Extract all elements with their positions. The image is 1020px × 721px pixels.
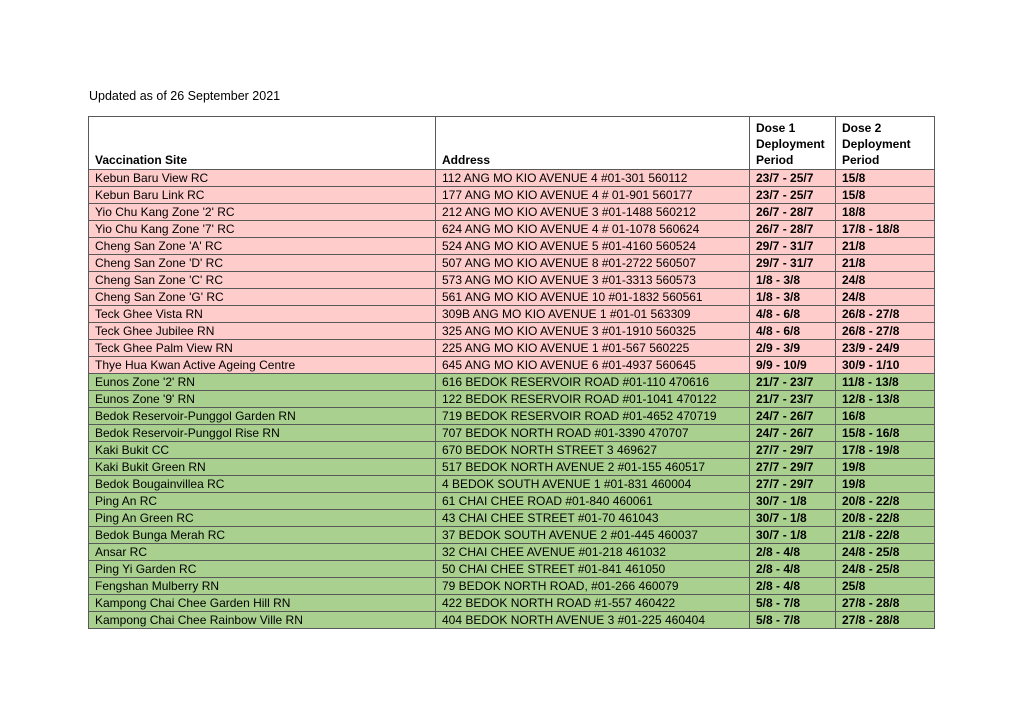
- site-cell: Thye Hua Kwan Active Ageing Centre: [89, 357, 436, 374]
- dose2-period-cell: 23/9 - 24/9: [836, 340, 935, 357]
- dose1-period-cell: 29/7 - 31/7: [750, 238, 836, 255]
- table-row: [89, 391, 935, 408]
- site-cell: Cheng San Zone 'A' RC: [89, 238, 436, 255]
- site-cell: Teck Ghee Palm View RN: [89, 340, 436, 357]
- dose2-period-cell: 16/8: [836, 408, 935, 425]
- dose1-period-cell: 26/7 - 28/7: [750, 221, 836, 238]
- site-cell: Bedok Reservoir-Punggol Rise RN: [89, 425, 436, 442]
- site-cell: Cheng San Zone 'C' RC: [89, 272, 436, 289]
- dose1-period-cell: 23/7 - 25/7: [750, 170, 836, 187]
- table-row: [89, 255, 935, 272]
- dose2-period-cell: 26/8 - 27/8: [836, 306, 935, 323]
- header-dose2-line1: Dose 2: [842, 121, 882, 135]
- header-dose1-period: [750, 117, 836, 170]
- site-cell: Ping Yi Garden RC: [89, 561, 436, 578]
- dose1-period-cell: 2/8 - 4/8: [750, 578, 836, 595]
- header-address: Address: [436, 117, 750, 170]
- dose1-period-cell: 24/7 - 26/7: [750, 408, 836, 425]
- site-cell: Eunos Zone '2' RN: [89, 374, 436, 391]
- site-cell: Ansar RC: [89, 544, 436, 561]
- site-cell: Bedok Bunga Merah RC: [89, 527, 436, 544]
- dose2-period-cell: 30/9 - 1/10: [836, 357, 935, 374]
- address-cell: 573 ANG MO KIO AVENUE 3 #01-3313 560573: [436, 272, 750, 289]
- table-row: [89, 527, 935, 544]
- address-cell: 507 ANG MO KIO AVENUE 8 #01-2722 560507: [436, 255, 750, 272]
- address-cell: 112 ANG MO KIO AVENUE 4 #01-301 560112: [436, 170, 750, 187]
- address-cell: 707 BEDOK NORTH ROAD #01-3390 470707: [436, 425, 750, 442]
- table-row: [89, 340, 935, 357]
- header-dose2-line2: Deployment: [842, 137, 911, 151]
- site-cell: Kebun Baru View RC: [89, 170, 436, 187]
- dose2-period-cell: 15/8: [836, 187, 935, 204]
- dose1-period-cell: 30/7 - 1/8: [750, 510, 836, 527]
- header-dose2-period: [836, 117, 935, 170]
- site-cell: Cheng San Zone 'D' RC: [89, 255, 436, 272]
- address-cell: 309B ANG MO KIO AVENUE 1 #01-01 563309: [436, 306, 750, 323]
- dose1-period-cell: 9/9 - 10/9: [750, 357, 836, 374]
- address-cell: 122 BEDOK RESERVOIR ROAD #01-1041 470122: [436, 391, 750, 408]
- address-cell: 212 ANG MO KIO AVENUE 3 #01-1488 560212: [436, 204, 750, 221]
- dose2-period-cell: 12/8 - 13/8: [836, 391, 935, 408]
- address-cell: 670 BEDOK NORTH STREET 3 469627: [436, 442, 750, 459]
- site-cell: Cheng San Zone 'G' RC: [89, 289, 436, 306]
- dose1-period-cell: 21/7 - 23/7: [750, 374, 836, 391]
- dose2-period-cell: 26/8 - 27/8: [836, 323, 935, 340]
- dose1-period-cell: 2/9 - 3/9: [750, 340, 836, 357]
- site-cell: Kaki Bukit Green RN: [89, 459, 436, 476]
- dose2-period-cell: 24/8: [836, 289, 935, 306]
- dose1-period-cell: 30/7 - 1/8: [750, 493, 836, 510]
- dose2-period-cell: 21/8: [836, 255, 935, 272]
- table-row: [89, 323, 935, 340]
- dose2-period-cell: 18/8: [836, 204, 935, 221]
- dose2-period-cell: 25/8: [836, 578, 935, 595]
- table-row: [89, 238, 935, 255]
- table-row: [89, 357, 935, 374]
- table-row: [89, 578, 935, 595]
- table-row: [89, 510, 935, 527]
- table-row: [89, 612, 935, 629]
- dose1-period-cell: 27/7 - 29/7: [750, 476, 836, 493]
- dose1-period-cell: 29/7 - 31/7: [750, 255, 836, 272]
- dose1-period-cell: 1/8 - 3/8: [750, 289, 836, 306]
- site-cell: Teck Ghee Jubilee RN: [89, 323, 436, 340]
- address-cell: 517 BEDOK NORTH AVENUE 2 #01-155 460517: [436, 459, 750, 476]
- dose2-period-cell: 19/8: [836, 476, 935, 493]
- table-row: [89, 289, 935, 306]
- table-header: [89, 117, 935, 170]
- site-cell: Yio Chu Kang Zone '7' RC: [89, 221, 436, 238]
- table-row: [89, 595, 935, 612]
- table-row: [89, 425, 935, 442]
- site-cell: Teck Ghee Vista RN: [89, 306, 436, 323]
- table-row: [89, 493, 935, 510]
- site-cell: Kebun Baru Link RC: [89, 187, 436, 204]
- site-cell: Kaki Bukit CC: [89, 442, 436, 459]
- address-cell: 37 BEDOK SOUTH AVENUE 2 #01-445 460037: [436, 527, 750, 544]
- address-cell: 616 BEDOK RESERVOIR ROAD #01-110 470616: [436, 374, 750, 391]
- table-row: [89, 442, 935, 459]
- table-row: [89, 170, 935, 187]
- table-body: [89, 170, 935, 629]
- address-cell: 177 ANG MO KIO AVENUE 4 # 01-901 560177: [436, 187, 750, 204]
- dose2-period-cell: 21/8 - 22/8: [836, 527, 935, 544]
- site-cell: Ping An RC: [89, 493, 436, 510]
- dose2-period-cell: 21/8: [836, 238, 935, 255]
- dose1-period-cell: 5/8 - 7/8: [750, 595, 836, 612]
- address-cell: 225 ANG MO KIO AVENUE 1 #01-567 560225: [436, 340, 750, 357]
- address-cell: 32 CHAI CHEE AVENUE #01-218 461032: [436, 544, 750, 561]
- dose2-period-cell: 11/8 - 13/8: [836, 374, 935, 391]
- address-cell: 524 ANG MO KIO AVENUE 5 #01-4160 560524: [436, 238, 750, 255]
- table-row: [89, 306, 935, 323]
- address-cell: 325 ANG MO KIO AVENUE 3 #01-1910 560325: [436, 323, 750, 340]
- dose1-period-cell: 27/7 - 29/7: [750, 459, 836, 476]
- dose1-period-cell: 5/8 - 7/8: [750, 612, 836, 629]
- table-row: [89, 544, 935, 561]
- dose2-period-cell: 20/8 - 22/8: [836, 493, 935, 510]
- dose2-period-cell: 17/8 - 19/8: [836, 442, 935, 459]
- site-cell: Eunos Zone '9' RN: [89, 391, 436, 408]
- vaccination-sites-table: [88, 116, 935, 629]
- address-cell: 50 CHAI CHEE STREET #01-841 461050: [436, 561, 750, 578]
- dose2-period-cell: 24/8 - 25/8: [836, 544, 935, 561]
- address-cell: 624 ANG MO KIO AVENUE 4 # 01-1078 560624: [436, 221, 750, 238]
- dose2-period-cell: 24/8: [836, 272, 935, 289]
- address-cell: 79 BEDOK NORTH ROAD, #01-266 460079: [436, 578, 750, 595]
- dose1-period-cell: 23/7 - 25/7: [750, 187, 836, 204]
- header-dose1-line3: Period: [756, 153, 794, 167]
- dose1-period-cell: 2/8 - 4/8: [750, 544, 836, 561]
- updated-date-text: Updated as of 26 September 2021: [89, 89, 281, 103]
- dose1-period-cell: 4/8 - 6/8: [750, 306, 836, 323]
- dose1-period-cell: 21/7 - 23/7: [750, 391, 836, 408]
- address-cell: 645 ANG MO KIO AVENUE 6 #01-4937 560645: [436, 357, 750, 374]
- address-cell: 422 BEDOK NORTH ROAD #1-557 460422: [436, 595, 750, 612]
- table-row: [89, 561, 935, 578]
- dose1-period-cell: 27/7 - 29/7: [750, 442, 836, 459]
- header-row: [89, 117, 935, 170]
- table-row: [89, 476, 935, 493]
- header-dose2-line3: Period: [842, 153, 880, 167]
- dose1-period-cell: 4/8 - 6/8: [750, 323, 836, 340]
- site-cell: Bedok Reservoir-Punggol Garden RN: [89, 408, 436, 425]
- dose2-period-cell: 20/8 - 22/8: [836, 510, 935, 527]
- dose2-period-cell: 27/8 - 28/8: [836, 612, 935, 629]
- address-cell: 404 BEDOK NORTH AVENUE 3 #01-225 460404: [436, 612, 750, 629]
- table-row: [89, 187, 935, 204]
- dose1-period-cell: 1/8 - 3/8: [750, 272, 836, 289]
- site-cell: Kampong Chai Chee Garden Hill RN: [89, 595, 436, 612]
- table-row: [89, 221, 935, 238]
- address-cell: 61 CHAI CHEE ROAD #01-840 460061: [436, 493, 750, 510]
- dose1-period-cell: 24/7 - 26/7: [750, 425, 836, 442]
- table-row: [89, 272, 935, 289]
- table-row: [89, 204, 935, 221]
- header-vaccination-site: Vaccination Site: [89, 117, 436, 170]
- site-cell: Kampong Chai Chee Rainbow Ville RN: [89, 612, 436, 629]
- address-cell: 561 ANG MO KIO AVENUE 10 #01-1832 560561: [436, 289, 750, 306]
- site-cell: Ping An Green RC: [89, 510, 436, 527]
- site-cell: Yio Chu Kang Zone '2' RC: [89, 204, 436, 221]
- table-row: [89, 374, 935, 391]
- table-row: [89, 459, 935, 476]
- address-cell: 4 BEDOK SOUTH AVENUE 1 #01-831 460004: [436, 476, 750, 493]
- header-dose1-line1: Dose 1: [756, 121, 796, 135]
- dose2-period-cell: 15/8: [836, 170, 935, 187]
- dose1-period-cell: 30/7 - 1/8: [750, 527, 836, 544]
- site-cell: Bedok Bougainvillea RC: [89, 476, 436, 493]
- address-cell: 43 CHAI CHEE STREET #01-70 461043: [436, 510, 750, 527]
- dose2-period-cell: 19/8: [836, 459, 935, 476]
- address-cell: 719 BEDOK RESERVOIR ROAD #01-4652 470719: [436, 408, 750, 425]
- table-row: [89, 408, 935, 425]
- site-cell: Fengshan Mulberry RN: [89, 578, 436, 595]
- dose2-period-cell: 15/8 - 16/8: [836, 425, 935, 442]
- dose1-period-cell: 26/7 - 28/7: [750, 204, 836, 221]
- dose2-period-cell: 27/8 - 28/8: [836, 595, 935, 612]
- dose1-period-cell: 2/8 - 4/8: [750, 561, 836, 578]
- dose2-period-cell: 24/8 - 25/8: [836, 561, 935, 578]
- header-dose1-line2: Deployment: [756, 137, 825, 151]
- dose2-period-cell: 17/8 - 18/8: [836, 221, 935, 238]
